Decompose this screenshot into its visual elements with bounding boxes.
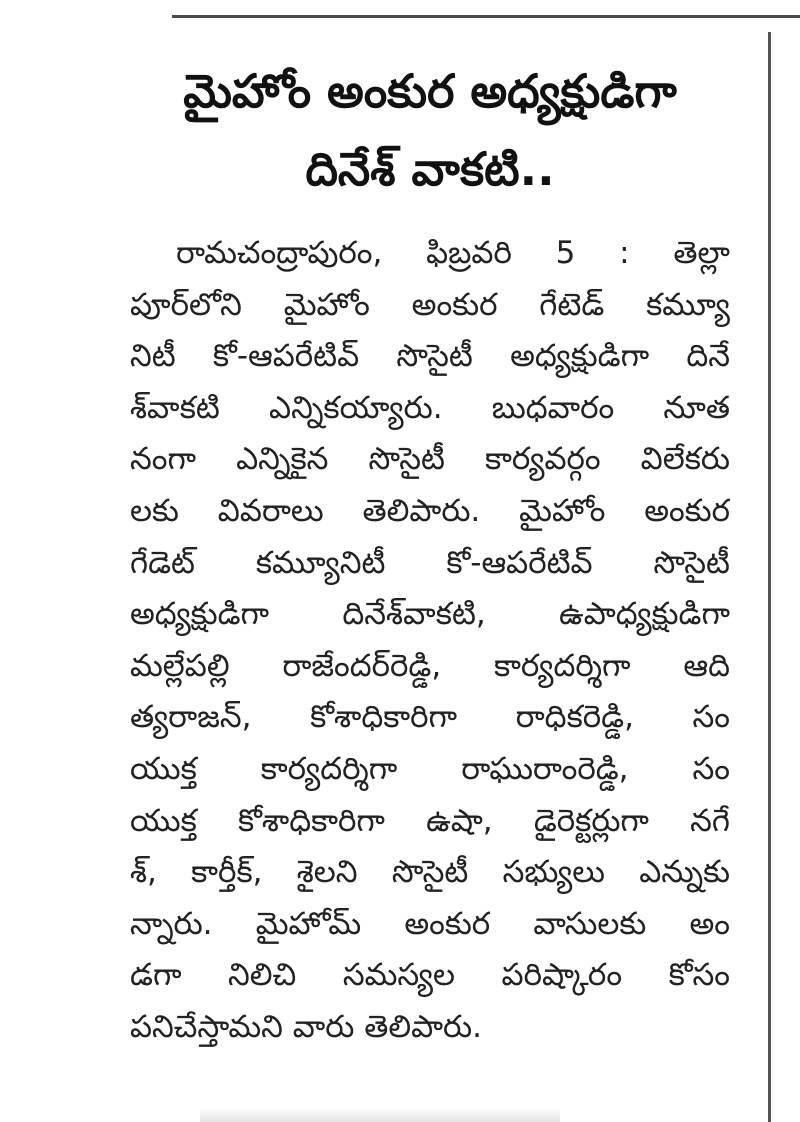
column-divider xyxy=(768,32,771,1122)
news-clipping xyxy=(120,40,740,1122)
body-line: యుక్త కార్యదర్శిగా రాఘురాంరెడ్డి, సం xyxy=(130,750,730,787)
body-line: అధ్యక్షుడిగా దినేశ్‌వాకటి, ఉపాధ్యక్షుడిగా xyxy=(130,596,730,633)
body-line: న్నారు. మైహోమ్ అంకుర వాసులకు అం xyxy=(130,905,730,942)
headline-line-2: దినేశ్ వాకటి.. xyxy=(305,142,555,196)
headline-line-1: మైహోం అంకుర అధ్యక్షుడిగా xyxy=(183,64,677,118)
body-line: నంగా ఎన్నికైన సొసైటీ కార్యవర్గం విలేకరు xyxy=(130,441,730,478)
body-line: నిటీ కో-ఆపరేటివ్ సొసైటీ అధ్యక్షుడిగా దినే xyxy=(130,338,730,375)
top-rule xyxy=(172,15,800,18)
body-line: శ్‌వాకటి ఎన్నికయ్యారు. బుధవారం నూత xyxy=(130,389,730,426)
body-line: యుక్త కోశాధికారిగా ఉషా, డైరెక్టర్లుగా నగే xyxy=(130,802,730,839)
article-body xyxy=(120,228,740,1054)
headline xyxy=(120,40,740,208)
body-line: శ్, కార్తీక్, శైలని సొసైటీ సభ్యులు ఎన్నుకు xyxy=(130,854,730,891)
body-line: లకు వివరాలు తెలిపారు. మైహోం అంకుర xyxy=(130,492,730,529)
bottom-edge-fade xyxy=(200,1108,560,1122)
body-line: రామచంద్రాపురం, ఫిబ్రవరి 5 : తెల్లా xyxy=(176,235,730,271)
body-line: పూర్‌లోని మైహోం అంకుర గేటెడ్ కమ్యూ xyxy=(130,286,730,323)
body-line: మల్లేపల్లి రాజేందర్‌రెడ్డి, కార్యదర్శిగా ఆది xyxy=(130,647,730,684)
body-line: పనిచేస్తామని వారు తెలిపారు. xyxy=(130,1008,482,1045)
body-line: గేడెట్ కమ్యూనిటీ కో-ఆపరేటివ్ సొసైటీ xyxy=(130,544,730,581)
body-line: డగా నిలిచి సమస్యల పరిష్కారం కోసం xyxy=(130,957,730,994)
body-line: త్యరాజన్, కోశాధికారిగా రాధికరెడ్డి, సం xyxy=(130,699,730,736)
